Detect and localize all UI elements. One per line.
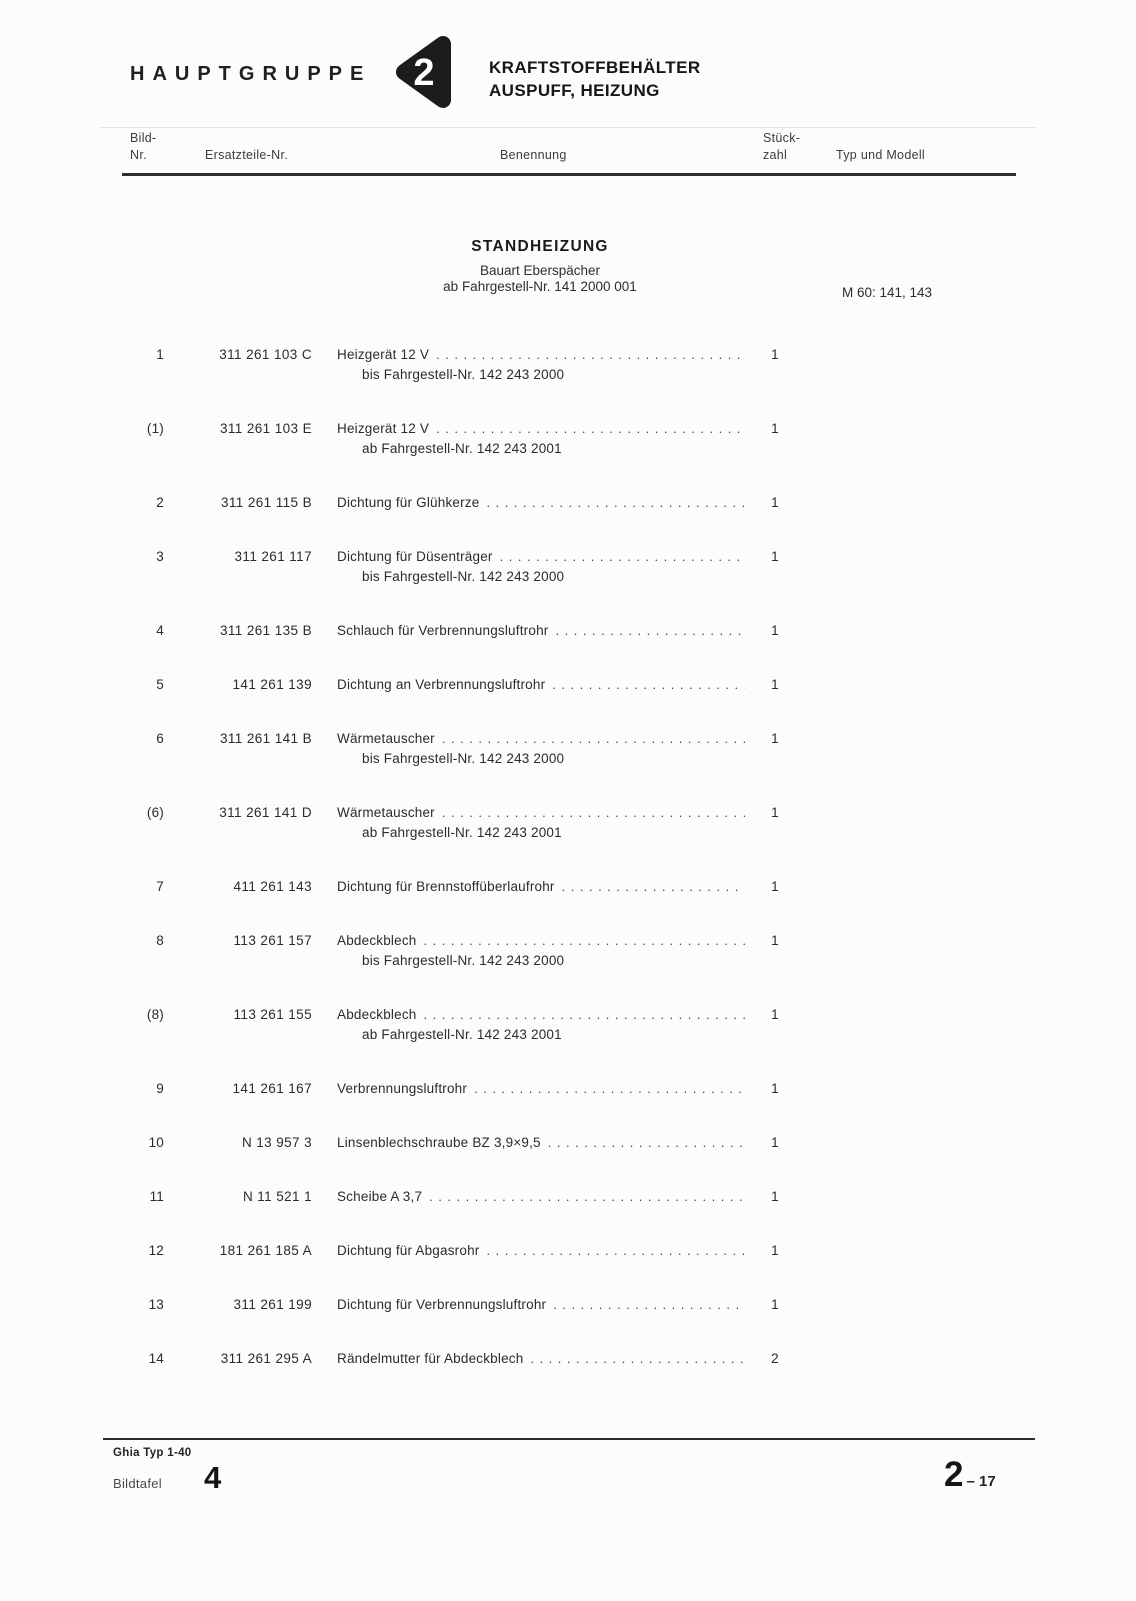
part-name: Schlauch für Verbrennungsluftrohr [337,623,549,638]
description-cell [312,931,745,951]
bild-nr-cell: (8) [146,1007,164,1022]
masthead-title-line2: AUSPUFF, HEIZUNG [489,81,660,100]
part-name: Linsenblechschraube BZ 3,9×9,5 [337,1135,541,1150]
dot-leader [474,1079,745,1099]
page-number-group: 2 [944,1455,964,1494]
quantity-cell: 1 [771,421,779,436]
bild-nr-cell: (1) [146,421,164,436]
parts-table-row [0,1241,1136,1261]
part-number-cell: 113 261 157 [233,933,312,948]
dot-leader [429,1187,745,1207]
parts-table-row [0,675,1136,695]
chassis-note-text: bis Fahrgestell-Nr. 142 243 2000 [362,367,565,382]
part-name: Scheibe A 3,7 [337,1189,423,1204]
bild-nr-cell: 11 [149,1189,164,1204]
parts-table-row [0,1005,1136,1045]
description-cell [312,675,745,695]
part-name: Dichtung für Düsenträger [337,549,493,564]
page-number-sub: – 17 [966,1473,996,1490]
chassis-note-text: ab Fahrgestell-Nr. 142 243 2001 [362,1027,562,1042]
part-name: Rändelmutter für Abdeckblech [337,1351,524,1366]
dot-leader [442,729,745,749]
bildtafel-label: Bildtafel [113,1476,162,1491]
section-chassis-note: ab Fahrgestell-Nr. 141 2000 001 [443,279,637,294]
description-cell [312,1295,745,1315]
dot-leader [555,621,745,641]
quantity-cell: 1 [771,495,779,510]
bild-nr-cell: 10 [148,1135,164,1150]
description-cell [312,1133,745,1153]
bild-nr-cell: 6 [156,731,164,746]
dot-leader [500,547,745,567]
part-number-cell: 411 261 143 [233,879,312,894]
description-cell [312,1241,745,1261]
dot-leader [424,1005,745,1025]
section-typ-und-modell: M 60: 141, 143 [842,285,933,300]
part-number-cell: 311 261 141 B [219,731,312,746]
dot-leader [553,1295,745,1315]
bildtafel-number: 4 [203,1460,222,1495]
parts-table-row [0,1295,1136,1315]
part-name: Dichtung für Verbrennungsluftrohr [337,1297,547,1312]
description-cell [312,877,745,897]
quantity-cell: 1 [771,677,779,692]
chassis-note [312,1025,745,1045]
part-number-cell: 141 261 167 [232,1081,312,1096]
quantity-cell: 1 [771,1007,779,1022]
chassis-note-text: ab Fahrgestell-Nr. 142 243 2001 [362,441,562,456]
description-cell [312,803,745,823]
col-ersatzteile-nr: Ersatzteile-Nr. [205,148,288,162]
part-name: Dichtung für Glühkerze [337,495,480,510]
page-number [944,1455,996,1495]
footer-rule [103,1438,1035,1440]
quantity-cell: 1 [771,1081,779,1096]
chassis-note [312,823,745,843]
description-cell [312,419,745,439]
part-number-cell: 311 261 199 [233,1297,312,1312]
section-title: STANDHEIZUNG [471,238,609,255]
dot-leader [552,675,745,695]
part-name: Dichtung für Brennstoffüberlaufrohr [337,879,555,894]
part-number-cell: 181 261 185 A [219,1243,312,1258]
part-name: Wärmetauscher [337,805,435,820]
bildtafel-reference [113,1460,221,1496]
part-number-cell: 311 261 115 B [220,495,312,510]
description-cell [312,493,745,513]
chassis-note [312,951,745,971]
chassis-note [312,567,745,587]
parts-table-row [0,1187,1136,1207]
quantity-cell: 1 [771,347,779,362]
chassis-note [312,749,745,769]
parts-table-row [0,1133,1136,1153]
bild-nr-cell: 14 [148,1351,164,1366]
quantity-cell: 1 [771,1189,779,1204]
dot-leader [436,345,745,365]
quantity-cell: 1 [771,933,779,948]
part-number-cell: 311 261 135 B [219,623,312,638]
part-number-cell: N 11 521 1 [242,1189,312,1204]
chassis-note [312,365,745,385]
part-name: Heizgerät 12 V [337,421,430,436]
bild-nr-cell: 12 [148,1243,164,1258]
part-number-cell: 141 261 139 [232,677,312,692]
col-bild: Bild- [130,131,157,145]
group-2-triangle-badge-icon [394,33,452,111]
quantity-cell: 1 [771,1135,779,1150]
quantity-cell: 1 [771,623,779,638]
dot-leader [548,1133,745,1153]
part-name: Wärmetauscher [337,731,435,746]
part-name: Verbrennungsluftrohr [337,1081,468,1096]
col-benennung: Benennung [500,148,567,162]
part-number-cell: 311 261 103 E [219,421,312,436]
bild-nr-cell: 4 [156,623,164,638]
parts-table-row [0,419,1136,459]
description-cell [312,621,745,641]
parts-table-row [0,493,1136,513]
bild-nr-cell: 5 [156,677,164,692]
dot-leader [530,1349,745,1369]
chassis-note-text: bis Fahrgestell-Nr. 142 243 2000 [362,751,565,766]
parts-table-row [0,621,1136,641]
parts-table-row [0,803,1136,843]
bild-nr-cell: 13 [148,1297,164,1312]
part-number-cell: 311 261 295 A [220,1351,312,1366]
quantity-cell: 1 [771,805,779,820]
col-stueck: Stück- [763,131,801,145]
parts-table-row [0,931,1136,971]
description-cell [312,1349,745,1369]
quantity-cell: 1 [771,731,779,746]
scan-artifact-line [100,127,1036,128]
dot-leader [562,877,745,897]
dot-leader [436,419,745,439]
part-name: Dichtung für Abgasrohr [337,1243,480,1258]
section-subtitle: Bauart Eberspächer [479,263,601,278]
bild-nr-cell: 1 [156,347,164,362]
bild-nr-cell: 2 [156,495,164,510]
chassis-note-text: bis Fahrgestell-Nr. 142 243 2000 [362,569,565,584]
chassis-note [312,439,745,459]
part-number-cell: 113 261 155 [233,1007,312,1022]
part-name: Dichtung an Verbrennungsluftrohr [337,677,546,692]
part-name: Abdeckblech [337,933,417,948]
chassis-note-text: bis Fahrgestell-Nr. 142 243 2000 [362,953,565,968]
part-name: Heizgerät 12 V [337,347,430,362]
quantity-cell: 1 [771,1297,779,1312]
part-number-cell: 311 261 117 [234,549,312,564]
description-cell [312,729,745,749]
dot-leader [442,803,745,823]
group-number: 2 [413,52,435,94]
quantity-cell: 2 [771,1351,779,1366]
header-rule [122,173,1016,176]
description-cell [312,547,745,567]
bild-nr-cell: 7 [156,879,164,894]
col-bild-nr: Nr. [130,148,147,162]
dot-leader [424,931,745,951]
bild-nr-cell: 3 [156,549,164,564]
bild-nr-cell: 8 [156,933,164,948]
part-number-cell: N 13 957 3 [241,1135,312,1150]
dot-leader [486,493,745,513]
description-cell [312,1079,745,1099]
col-zahl: zahl [763,148,788,162]
footer-model-line: Ghia Typ 1-40 [113,1447,192,1459]
part-number-cell: 311 261 103 C [219,347,312,362]
col-typ-und-modell: Typ und Modell [836,148,925,162]
masthead-title-line1: KRAFTSTOFFBEHÄLTER [489,58,701,77]
description-cell [312,345,745,365]
quantity-cell: 1 [771,879,779,894]
description-cell [312,1005,745,1025]
hauptgruppe-label: HAUPTGRUPPE [130,63,372,85]
section-heading [128,238,952,294]
parts-table-row [0,1079,1136,1099]
parts-table-row [0,547,1136,587]
part-name: Abdeckblech [337,1007,417,1022]
masthead-titles [489,56,701,102]
parts-table-row [0,729,1136,769]
bild-nr-cell: (6) [146,805,164,820]
dot-leader [486,1241,745,1261]
parts-table-row [0,877,1136,897]
quantity-cell: 1 [771,1243,779,1258]
quantity-cell: 1 [771,549,779,564]
parts-table-row [0,1349,1136,1369]
parts-table-row [0,345,1136,385]
part-number-cell: 311 261 141 D [219,805,312,820]
parts-table [0,345,1136,1403]
description-cell [312,1187,745,1207]
bild-nr-cell: 9 [156,1081,164,1096]
chassis-note-text: ab Fahrgestell-Nr. 142 243 2001 [362,825,562,840]
